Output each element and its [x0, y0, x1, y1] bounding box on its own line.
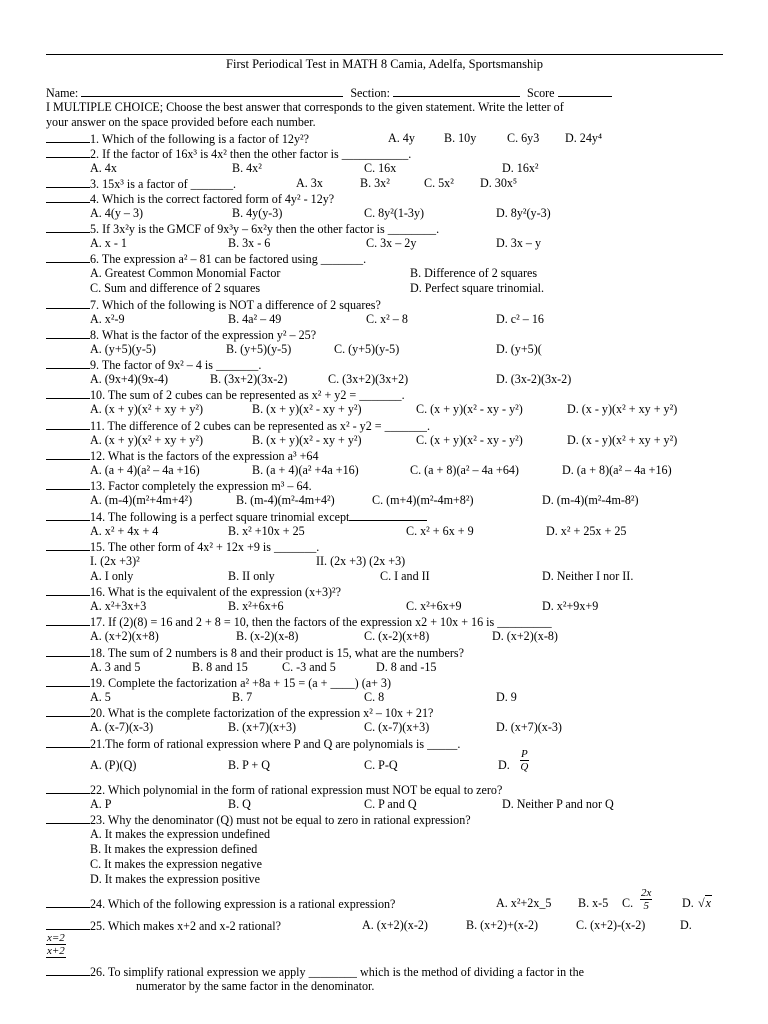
fraction-25d: $\frac{x=2}{x+2}$: [47, 932, 65, 957]
question-11: 11. The difference of 2 cubes can be represented as x² - y2 = _______.: [46, 418, 430, 433]
answer-blank-21[interactable]: [46, 736, 90, 748]
options-18: A. 3 and 5 B. 8 and 15 C. -3 and 5 D. 8 and -15: [90, 660, 437, 674]
options-10: A. (x + y)(x² + xy + y²) B. (x + y)(x² - xy + y²) C. (x + y)(x² - xy - y²) D. (x - y)(x² + xy + y²): [90, 402, 678, 416]
answer-blank-1[interactable]: [46, 131, 90, 143]
answer-blank-13[interactable]: [46, 478, 90, 490]
score-field[interactable]: [558, 85, 612, 97]
answer-blank-25[interactable]: [46, 918, 90, 930]
answer-blank-12[interactable]: [46, 448, 90, 460]
question-22: 22. Which polynomial in the form of rational expression must NOT be equal to zero?: [46, 782, 502, 797]
option-23c: C. It makes the expression negative: [90, 857, 262, 871]
question-3: 3. 15x³ is a factor of _______. A. 3x B. 3x² C. 5x² D. 30x⁵: [46, 176, 724, 191]
answer-blank-19[interactable]: [46, 675, 90, 687]
answer-blank-15[interactable]: [46, 539, 90, 551]
score-label: Score: [527, 86, 555, 100]
question-6: 6. The expression a² – 81 can be factored using _______.: [46, 251, 366, 266]
options-17: A. (x+2)(x+8) B. (x-2)(x-8) C. (x-2)(x+8) D. (x+2)(x-8): [90, 629, 558, 643]
options-5: A. x - 1 B. 3x - 6 C. 3x – 2y D. 3x – y: [90, 236, 542, 250]
option-23d: D. It makes the expression positive: [90, 872, 260, 886]
section-field[interactable]: [393, 85, 520, 97]
options-14: A. x² + 4x + 4 B. x² +10x + 25 C. x² + 6x + 9 D. x² + 25x + 25: [90, 524, 627, 538]
answer-blank-16[interactable]: [46, 584, 90, 596]
options-6a: A. Greatest Common Monomial Factor B. Difference of 2 squares: [90, 266, 538, 280]
question-26: 26. To simplify rational expression we apply ________ which is the method of dividing a factor in the: [46, 964, 584, 979]
options-22: A. P B. Q C. P and Q D. Neither P and nor Q: [90, 797, 614, 811]
question-26-cont: numerator by the same factor in the denominator.: [136, 979, 375, 993]
fraction-p-over-q: $\frac{P}{Q}$: [520, 748, 529, 773]
question-10: 10. The sum of 2 cubes can be represented as x² + y2 = _______.: [46, 387, 405, 402]
question-9: 9. The factor of 9x² – 4 is _______.: [46, 357, 261, 372]
answer-blank-23[interactable]: [46, 812, 90, 824]
options-20: A. (x-7)(x-3) B. (x+7)(x+3) C. (x-7)(x+3) D. (x+7)(x-3): [90, 720, 562, 734]
options-19: A. 5 B. 7 C. 8 D. 9: [90, 690, 517, 704]
answer-blank-14[interactable]: [46, 509, 90, 521]
options-15: A. I only B. II only C. I and II D. Neither I nor II.: [90, 569, 634, 583]
answer-blank-9[interactable]: [46, 357, 90, 369]
sqrt-x: √x: [698, 896, 712, 910]
instructions-line1: I MULTIPLE CHOICE; Choose the best answer that corresponds to the given statement. Write the letter of: [46, 100, 564, 114]
options-12: A. (a + 4)(a² – 4a +16) B. (a + 4)(a² +4a +16) C. (a + 8)(a² – 4a +64) D. (a + 8)(a² – 4a +16): [90, 463, 672, 477]
options-11: A. (x + y)(x² + xy + y²) B. (x + y)(x² - xy + y²) C. (x + y)(x² - xy - y²) D. (x - y)(x² + xy + y²): [90, 433, 678, 447]
answer-blank-11[interactable]: [46, 418, 90, 430]
options-8: A. (y+5)(y-5) B. (y+5)(y-5) C. (y+5)(y-5) D. (y+5)(: [90, 342, 542, 356]
answer-blank-22[interactable]: [46, 782, 90, 794]
answer-blank-24[interactable]: [46, 896, 90, 908]
section-label: Section:: [350, 86, 390, 100]
options-4: A. 4(y – 3) B. 4y(y-3) C. 8y²(1-3y) D. 8y²(y-3): [90, 206, 551, 220]
answer-blank-8[interactable]: [46, 327, 90, 339]
option-23b: B. It makes the expression defined: [90, 842, 258, 856]
answer-blank-6[interactable]: [46, 251, 90, 263]
options-2: A. 4x B. 4x² C. 16x D. 16x²: [90, 161, 539, 175]
name-field[interactable]: [81, 85, 343, 97]
question-20: 20. What is the complete factorization of the expression x² – 10x + 21?: [46, 705, 433, 720]
question-1: 1. Which of the following is a factor of 12y²? A. 4y B. 10y C. 6y3 D. 24y⁴: [46, 131, 724, 146]
answer-blank-5[interactable]: [46, 221, 90, 233]
question-19: 19. Complete the factorization a² +8a + 15 = (a + ____) (a+ 3): [46, 675, 391, 690]
options-9: A. (9x+4)(9x-4) B. (3x+2)(3x-2) C. (3x+2)(3x+2) D. (3x-2)(3x-2): [90, 372, 572, 386]
answer-blank-20[interactable]: [46, 705, 90, 717]
question-24: 24. Which of the following expression is a rational expression? A. x²+2x_5 B. x-5 C. $\frac{2x}{5}$ D. √x: [46, 896, 724, 911]
question-17: 17. If (2)(8) = 16 and 2 + 8 = 10, then the factors of the expression x2 + 10x + 16 is _________: [46, 614, 552, 629]
answer-blank-10[interactable]: [46, 387, 90, 399]
question-5: 5. If 3x²y is the GMCF of 9x³y – 6x²y then the other factor is ________.: [46, 221, 439, 236]
statements-15: I. (2x +3)² II. (2x +3) (2x +3): [90, 554, 406, 568]
options-7: A. x²-9 B. 4a² – 49 C. x² – 8 D. c² – 16: [90, 312, 544, 326]
answer-blank-3[interactable]: [46, 176, 90, 188]
question-21: 21.The form of rational expression where P and Q are polynomials is _____.: [46, 736, 460, 751]
name-label: Name:: [46, 86, 79, 100]
top-rule: [46, 54, 723, 55]
name-row: [46, 85, 612, 100]
test-title: First Periodical Test in MATH 8 Camia, Adelfa, Sportsmanship: [226, 57, 543, 71]
answer-blank-2[interactable]: [46, 146, 90, 158]
question-25: 25. Which makes x+2 and x-2 rational? A. (x+2)(x-2) B. (x+2)+(x-2) C. (x+2)-(x-2) D.: [46, 918, 724, 933]
question-2: 2. If the factor of 16x³ is 4x² then the other factor is ___________.: [46, 146, 411, 161]
question-8: 8. What is the factor of the expression y² – 25?: [46, 327, 316, 342]
option-23a: A. It makes the expression undefined: [90, 827, 271, 841]
question-13: 13. Factor completely the expression m³ – 64.: [46, 478, 312, 493]
answer-blank-7[interactable]: [46, 297, 90, 309]
question-4: 4. Which is the correct factored form of 4y² - 12y?: [46, 191, 334, 206]
fraction-2x-over-5: $\frac{2x}{5}$: [641, 887, 652, 912]
instructions-line2: your answer on the space provided before each number.: [46, 115, 316, 129]
options-21: A. (P)(Q) B. P + Q C. P-Q D. $\frac{P}{Q}$: [90, 748, 529, 773]
answer-blank-17[interactable]: [46, 614, 90, 626]
question-18: 18. The sum of 2 numbers is 8 and their product is 15, what are the numbers?: [46, 645, 464, 660]
answer-blank-26[interactable]: [46, 964, 90, 976]
options-6b: C. Sum and difference of 2 squares D. Perfect square trinomial.: [90, 281, 544, 295]
options-13: A. (m-4)(m²+4m+4²) B. (m-4)(m²-4m+4²) C. (m+4)(m²-4m+8²) D. (m-4)(m²-4m-8²): [90, 493, 639, 507]
question-15: 15. The other form of 4x² + 12x +9 is _______.: [46, 539, 319, 554]
answer-blank-4[interactable]: [46, 191, 90, 203]
answer-blank-18[interactable]: [46, 645, 90, 657]
question-23: 23. Why the denominator (Q) must not be equal to zero in rational expression?: [46, 812, 471, 827]
question-7: 7. Which of the following is NOT a difference of 2 squares?: [46, 297, 381, 312]
question-14: 14. The following is a perfect square trinomial except: [46, 509, 427, 524]
options-16: A. x²+3x+3 B. x²+6x+6 C. x²+6x+9 D. x²+9x+9: [90, 599, 599, 613]
question-16: 16. What is the equivalent of the expression (x+3)²?: [46, 584, 341, 599]
question-12: 12. What is the factors of the expression a³ +64: [46, 448, 319, 463]
